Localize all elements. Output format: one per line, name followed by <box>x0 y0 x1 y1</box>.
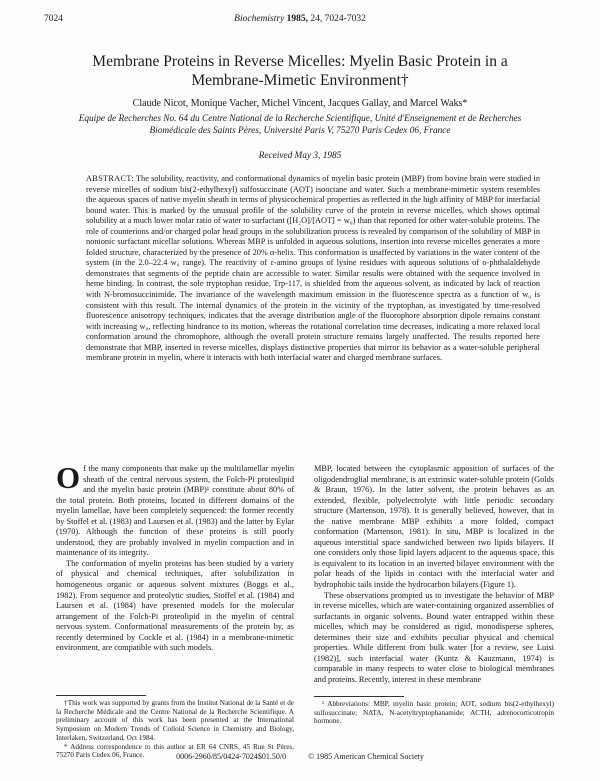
title-line-1: Membrane Proteins in Reverse Micelles: Myelin Basic Protein in a <box>92 53 508 70</box>
footnotes-left <box>56 699 294 760</box>
abstract-label: ABSTRACT: <box>86 174 134 183</box>
right-paragraph-1: MBP, located between the cytoplasmic apposition of surfaces of the oligodendroglial membrane, is an extrinsic water-soluble protein (Golds & Braun, 1976). In the latter solvent, the protein behaves as an extended, flexible, polyelectrolyte with little periodic secondary structure (Martenson, 1978). It is generally believed, however, that in the native membrane MBP exhibits a more folded, compact conformation (Martenson, 1981). In situ, MBP is localized in the aqueous interstitial space sandwiched between two lipids bilayers. If one considers only those lipid layers adjacent to the aqueous space, this is equivalent to its location in an inverted bilayer environment with the polar heads of the lipids in contact with the interfacial water and hydrophobic tails inside the hydrocarbon bilayers (Figure 1). <box>314 464 554 590</box>
intro-paragraph-1 <box>56 460 294 559</box>
right-paragraph-2: These observations prompted us to investigate the behavior of MBP in reverse micelles, which are water-containing organized assemblies of surfactants in organic solvents. Bound water entrapped within these micelles, which may be considered as rigid, monodisperse spheres, determines their size and exhibits peculiar physical and chemical properties. While different from bulk water [for a review, see Luisi (1982)], such interfacial water (Kuntz & Kauzmann, 1974) is comparable in many respects to water close to biological membranes and proteins. Recently, interest in these membrane <box>314 590 554 684</box>
abstract <box>86 174 540 364</box>
footnote-rule-right <box>314 696 404 697</box>
received-date: Received May 3, 1985 <box>258 151 342 161</box>
author-list: Claude Nicot, Monique Vacher, Michel Vincent, Jacques Gallay, and Marcel Waks* <box>132 98 468 109</box>
body-column-left <box>56 460 294 654</box>
copyright: © 1985 American Chemical Society <box>308 752 424 761</box>
journal-volume: 24, <box>310 14 323 24</box>
abbreviations-footnote: ¹ Abbreviations: MBP, myelin basic protein; AOT, sodium bis(2-ethylhexyl) sulfosuccinate; NATA, N-acetyltryptophanamide; ACTH, adrenocorticotropin hormone. <box>314 700 554 726</box>
journal-year: 1985, <box>286 14 309 24</box>
page-footer <box>0 752 600 761</box>
article-code: 0006-2960/85/0424-7024$01.50/0 <box>176 752 287 761</box>
affiliation-line-1: Equipe de Recherches No. 64 du Centre National de la Recherche Scientifique, Unité d'Enseignement et de Recherches <box>78 114 522 124</box>
footnotes-right <box>314 700 554 726</box>
abstract-text: The solubility, reactivity, and conformational dynamics of myelin basic protein (MBP) from bovine brain were studied in reverse micelles of sodium bis(2-ethylhexyl) sulfosuccinate (AOT) isooctane and water. Such a membrane-mimetic system resembles the aqueous spaces of native myelin sheath in terms of physicochemical properties as reflected in the high affinity of MBP for interfacial bound water. This is marked by the unusual profile of the solubility curve of the protein in reverse micelles, which shows optimal solubility at a much lower molar ratio of water to surfactant ([H₂O]/[AOT] = w₀) than that reported for other water-soluble proteins. The role of counterions and/or charged polar head groups in the solubilization process is revealed by comparison of the solubility of MBP in nonionic surfactant micellar solutions. Whereas MBP is unfolded in aqueous solutions, insertion into reverse micelles generates a more folded structure, characterized by the presence of 20% α-helix. This conformation is unaffected by variations in the water content of the system (in the 2.0–22.4 w₀ range). The reactivity of ε-amino groups of lysine residues with aqueous solutions of o-phthalaldehyde demonstrates that segments of the peptide chain are accessible to water. Similar results were obtained with the sequence involved in heme binding. In contrast, the sole tryptophan residue, Trp-117, is shielded from the aqueous solvent, as indicated by lack of reaction with N-bromosuccinimide. The invariance of the wavelength maximum emission in the fluorescence spectra as a function of w₀ is consistent with this result. The internal dynamics of the protein in the vicinity of the tryptophan, as investigated by time-resolved fluorescence anisotropy techniques, indicates that the average distribution angle of the fluorophore absorption dipole remains constant with increasing w₀, reflecting hindrance to its motion, whereas the rotational correlation time decreases, indicating a more relaxed local conformation around the chromophore, although the overall protein structure remains largely unaffected. The results reported here demonstrate that MBP, inserted in reverse micelles, displays distinctive properties that mirror its behavior as a water-soluble peripheral membrane protein in myelin, where it interacts with both interfacial water and charged membrane surfaces. <box>86 174 540 363</box>
funding-footnote: †This work was supported by grants from the Institut National de la Santé et de la Recherche Médicale and the Centre National de la Recherche Scientifique. A preliminary account of this work has been presented at the International Symposium on Modern Trends of Colloid Science in Chemistry and Biology, Interlaken, Switzerland, Oct 1984. <box>56 699 294 742</box>
journal-pages: 7024-7032 <box>324 14 366 24</box>
affiliation <box>70 114 530 137</box>
journal-name: Biochemistry <box>234 14 285 24</box>
article-title <box>60 52 540 90</box>
affiliation-line-2: Biomédicale des Saints Pères, Université Paris V, 75270 Paris Cedex 06, France <box>149 125 451 136</box>
correspondence-footnote: * Address correspondence to this author at ER 64 CNRS, 45 Rue St Pères, 75270 Paris Cedex 06, France. <box>56 742 294 760</box>
intro-paragraph-2: The conformation of myelin proteins has been studied by a variety of physical and chemical techniques, after solubilization in homogeneous organic or aqueous solvent mixtures (Boggs et al., 1982). From sequence and proteolytic studies, Stoffel et al. (1984) and Laursen et al. (1984) have presented models for the molecular arrangement of the Folch-Pi proteolipid in the myelin of central nervous system. Conformational measurements of the protein by, as recently determined by Cockle et al. (1984) in a membrane-mimetic environment, are compatible with such models. <box>56 558 294 653</box>
running-head <box>44 14 556 28</box>
journal-citation <box>44 14 556 24</box>
intro-paragraph-1-text: f the many components that make up the multilamellar myelin sheath of the central nervous system, the Folch-Pi proteolipid and the myelin basic protein (MBP)¹ constitute about 80% of the total protein. Both proteins, located in different domains of the myelin lamellae, have been completely sequenced: the former recently by Stoffel et al. (1983) and Laursen et al. (1983) and the latter by Eylar (1970). Although the function of these proteins is still poorly understood, they are probably involved in myelin compaction and in maintenance of its integrity. <box>56 464 294 558</box>
body-column-right <box>314 464 554 685</box>
drop-cap: O <box>56 460 81 495</box>
footnote-rule-left <box>56 695 146 696</box>
page-number: 7024 <box>44 14 63 24</box>
title-line-2: Membrane-Mimetic Environment† <box>191 72 409 89</box>
